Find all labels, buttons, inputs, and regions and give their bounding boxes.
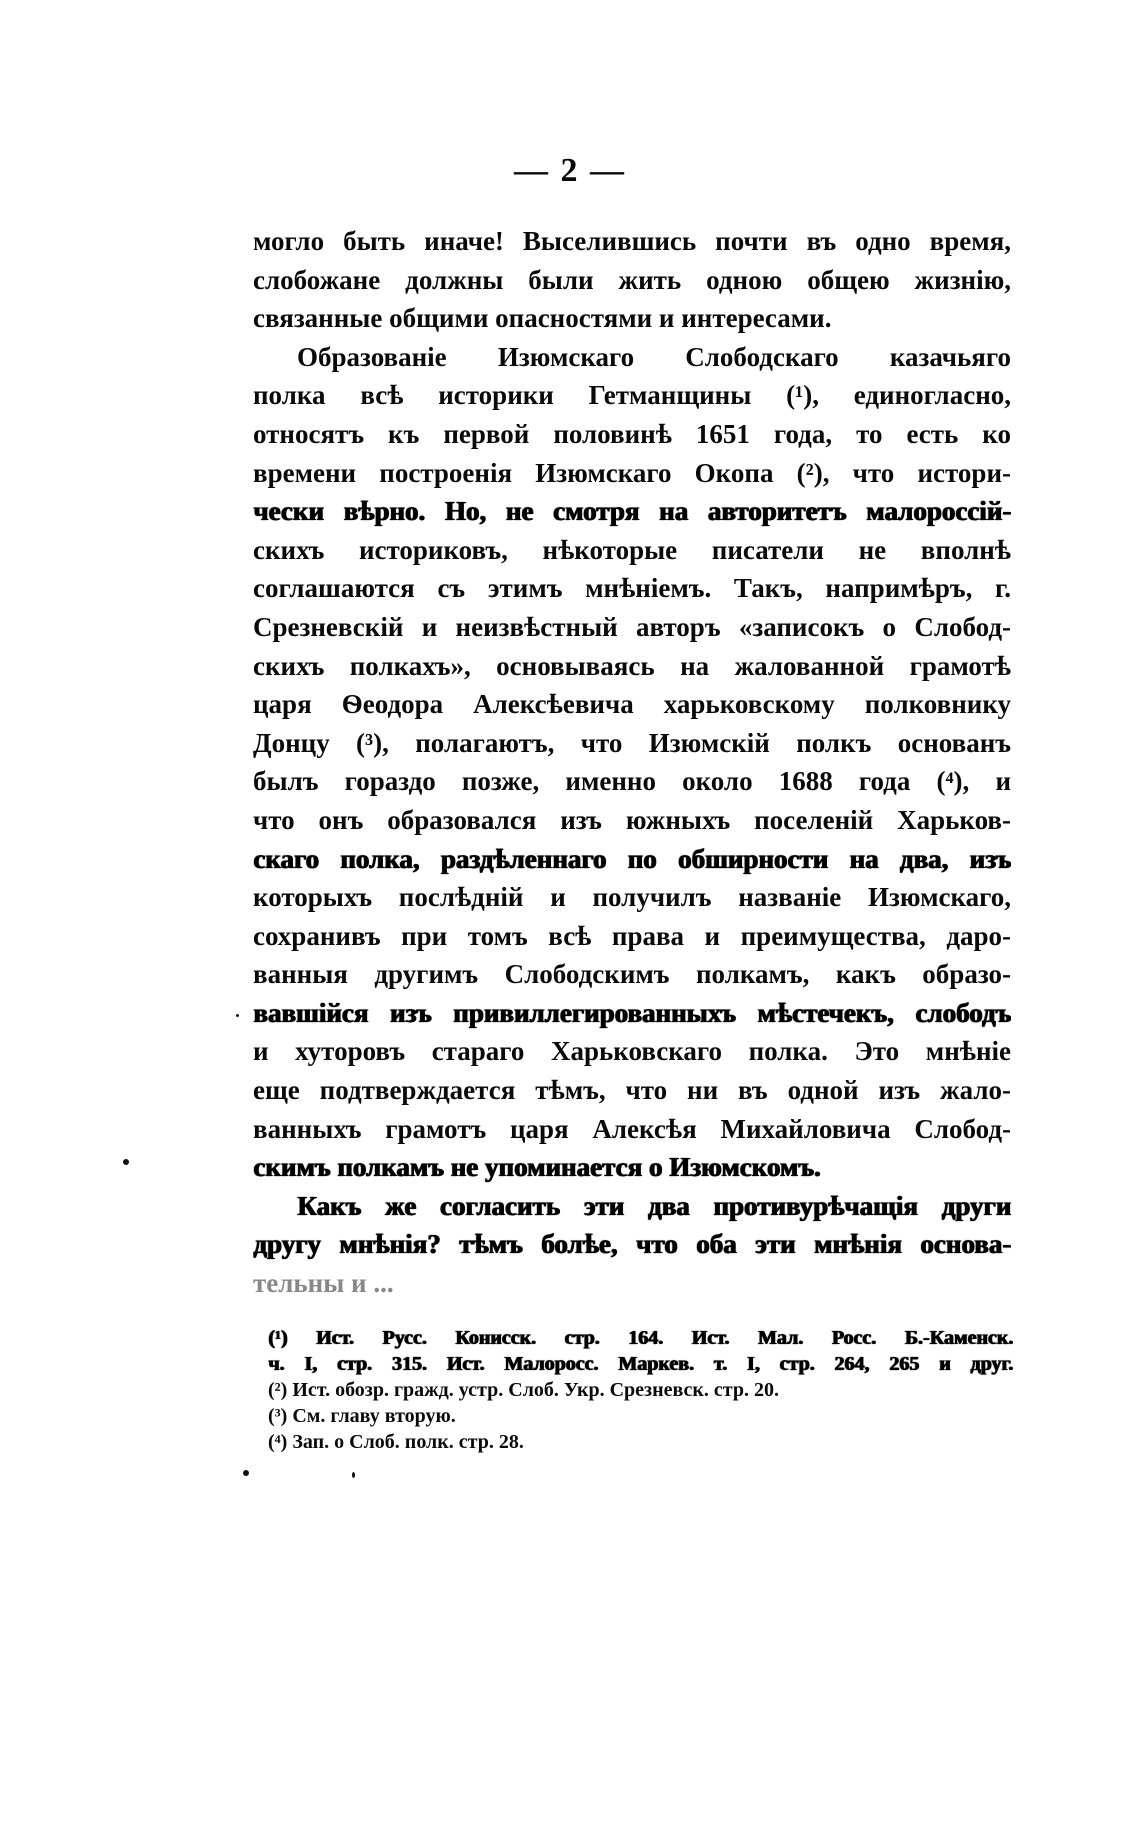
text-line: царя Ѳеодора Алексѣевича харьковскому полковнику: [253, 689, 1011, 720]
text-line: сохранивъ при томъ всѣ права и преимущества, даро-: [253, 920, 1011, 951]
text-line: другу мнѣнія? тѣмъ болѣе, что оба эти мнѣнія основа-: [253, 1229, 1011, 1260]
text-line: что онъ образовался изъ южныхъ поселеній Харьков-: [253, 804, 1011, 835]
text-line: относятъ къ первой половинѣ 1651 года, то есть ко: [253, 418, 1011, 449]
text-line: скимъ полкамъ не упоминается о Изюмскомъ.: [253, 1152, 821, 1183]
footnote-line: ч. I, стр. 315. Ист. Малоросс. Маркев. т. I, стр. 264, 265 и друг.: [268, 1353, 1013, 1375]
page-number: — 2 —: [514, 152, 626, 189]
text-line: Какъ же согласить эти два противурѣчащія други: [297, 1190, 1011, 1221]
text-line: тельны и ...: [253, 1268, 394, 1299]
footnote-line: (²) Ист. обозр. гражд. устр. Слоб. Укр. Срезневск. стр. 20.: [268, 1379, 779, 1401]
footnote-line: (¹) Ист. Русс. Конисск. стр. 164. Ист. Мал. Росс. Б.-Каменск.: [268, 1327, 1013, 1349]
text-line: скаго полка, раздѣленнаго по обширности на два, изъ: [253, 843, 1011, 874]
text-line: ванныя другимъ Слободскимъ полкамъ, какъ образо-: [253, 959, 1011, 990]
text-line: скихъ полкахъ», основываясь на жалованной грамотѣ: [253, 650, 1011, 681]
text-line: и хуторовъ стараго Харьковскаго полка. Это мнѣніе: [253, 1036, 1011, 1067]
text-line: соглашаются съ этимъ мнѣніемъ. Такъ, напримѣръ, г.: [253, 573, 1011, 604]
text-line: Срезневскій и неизвѣстный авторъ «записокъ о Слобод-: [253, 611, 1011, 642]
text-line: ванныхъ грамотъ царя Алексѣя Михайловича Слобод-: [253, 1113, 1011, 1144]
text-line: слобожане должны были жить одною общею жизнію,: [253, 264, 1011, 295]
text-line: Донцу (³), полагаютъ, что Изюмскій полкъ основанъ: [253, 727, 1011, 758]
text-line: былъ гораздо позже, именно около 1688 года (⁴), и: [253, 766, 1011, 797]
text-line: Образованіе Изюмскаго Слободскаго казачьяго: [297, 341, 1011, 372]
text-line: скихъ историковъ, нѣкоторые писатели не вполнѣ: [253, 534, 1011, 565]
footnote-line: (³) См. главу вторую.: [268, 1405, 456, 1427]
ink-speck: [243, 1470, 249, 1476]
text-line: могло быть иначе! Выселившись почти въ одно время,: [253, 226, 1011, 256]
text-line: чески вѣрно. Но, не смотря на авторитетъ малороссій-: [253, 496, 1011, 527]
text-line: полка всѣ историки Гетманщины (¹), единогласно,: [253, 380, 1011, 411]
text-line: вавшійся изъ привиллегированныхъ мѣстечекъ, слободъ: [253, 997, 1011, 1028]
main-text: [253, 222, 1011, 1303]
text-line: еще подтверждается тѣмъ, что ни въ одной изъ жало-: [253, 1075, 1011, 1106]
ink-speck: [123, 1159, 129, 1165]
text-line: связанные общими опасностями и интересами.: [253, 303, 832, 334]
text-line: времени построенія Изюмскаго Окопа (²), что истори-: [253, 457, 1011, 488]
footnote-line: (⁴) Зап. о Слоб. полк. стр. 28.: [268, 1431, 524, 1453]
ink-speck: [352, 1472, 355, 1478]
ink-speck: [236, 1014, 239, 1017]
text-line: которыхъ послѣдній и получилъ названіе Изюмскаго,: [253, 882, 1011, 913]
footnotes: [268, 1325, 1013, 1455]
